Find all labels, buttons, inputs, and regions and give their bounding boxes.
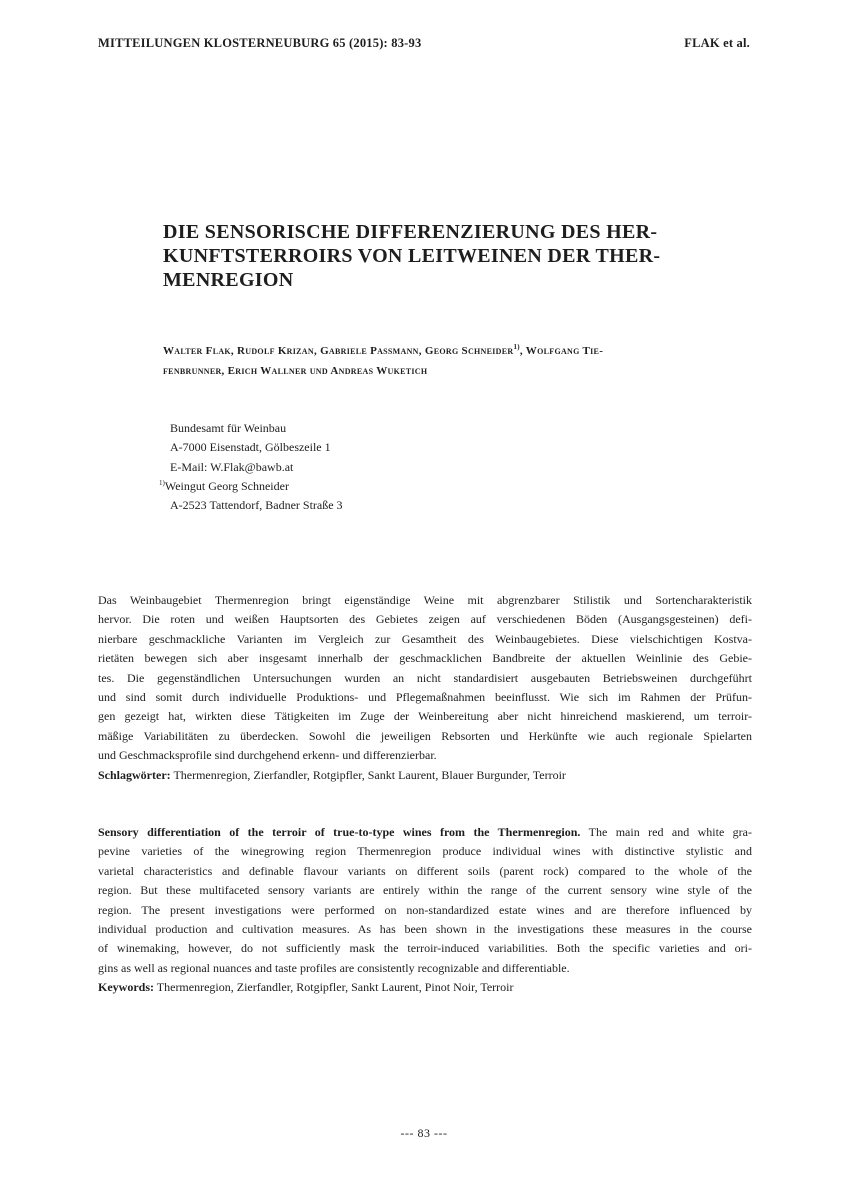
title-line: DIE SENSORISCHE DIFFERENZIERUNG DES HER- [163,221,658,243]
author-line: fenbrunner, Erich Wallner und Andreas Wuketich [163,365,428,377]
keywords-list: Thermenregion, Zierfandler, Rotgipfler, Sankt Laurent, Blauer Burgunder, Terroir [170,767,566,782]
abstract-line: region. The present investigations were performed on non-standardized estate wines and are therefore influenced by [98,902,752,917]
author-list [163,341,763,381]
abstract-line: hervor. Die roten und weißen Hauptsorten des Gebietes zeigen auf verschiedenen Böden (Ausgangsgesteinen) defi- [98,612,752,627]
page-number: --- 83 --- [400,1126,448,1140]
abstract-line: varietal characteristics and definable flavour variants on different soils (parent rock) compared to the whole of the [98,863,752,878]
affiliation-email: E-Mail: W.Flak@bawb.at [170,459,294,474]
abstract-line: individual production and cultivation measures. As has been shown in the investigations these measures in the course [98,922,752,937]
keywords-german [98,766,752,785]
affiliation-line [159,477,479,496]
abstract-line: nierbare geschmackliche Varianten im Vergleich zur Gesamtheit des Weinbaugebietes. Diese vielschichtigen Kostva- [98,631,752,646]
abstract-english-title: Sensory differentiation of the terroir of true-to-type wines from the Thermenregion. [98,825,581,839]
journal-citation: MITTEILUNGEN KLOSTERNEUBURG 65 (2015): 83-93 [98,36,422,50]
keywords-list: Thermenregion, Zierfandler, Rotgipfler, Sankt Laurent, Pinot Noir, Terroir [154,980,514,995]
abstract-line: und Geschmacksprofile sind durchgehend erkenn- und differenzierbar. [98,748,437,763]
abstract-line: region. But these multifaceted sensory variants are entirely within the range of the current sensory wine style of the [98,883,752,898]
abstract-line: gen gezeigt hat, wirkten diese Tätigkeiten im Zuge der Weinbereitung aber nicht hinreichend maskierend, um terroir- [98,709,752,724]
keywords-label: Schlagwörter: [98,767,171,782]
abstract-line: Das Weinbaugebiet Thermenregion bringt eigenständige Weine mit abgrenzbarer Stilistik und Sortencharakteristik [98,593,752,607]
abstract-text: The main red and white gra- [580,825,752,839]
abstract-line: pevine varieties of the winegrowing region Thermenregion produce individual wines with distinctive stylistic and [98,844,752,859]
author-names: , Wolfgang Tie- [519,345,604,357]
abstract-line: of winemaking, however, do not sufficiently mask the terroir-induced variabilities. Both the specific varieties and ori- [98,941,752,956]
affiliation-line: A-2523 Tattendorf, Badner Straße 3 [170,498,343,513]
authors-short: FLAK et al. [684,36,750,50]
affiliation-marker: 1) [159,478,165,487]
abstract-german [98,591,752,785]
affiliation-marker: 1) [513,343,520,351]
affiliation-line: Bundesamt für Weinbau [170,421,287,435]
abstract-english [98,823,752,998]
article-title [163,220,763,292]
abstract-line: mäßige Variabilitäten zu überdecken. Sowohl die jeweiligen Rebsorten und Herkünfte wie auch regionale Spielarten [98,728,752,743]
abstract-line: und sind somit durch individuelle Produktions- und Pflegemaßnahmen beeinflusst. Wie sich im Rahmen der Prüfun- [98,690,752,705]
author-names: Walter Flak, Rudolf Krizan, Gabriele Passmann, Georg Schneider [163,345,514,357]
abstract-line: gins as well as regional nuances and taste profiles are consistently recognizable and differentiable. [98,960,570,975]
abstract-line [98,823,752,842]
keywords-label: Keywords: [98,980,154,995]
keywords-english [98,978,752,997]
running-header [98,36,750,52]
abstract-line: rietäten bewegen sich aber insgesamt innerhalb der geschmacklichen Bandbreite der aktuellen Weinlinie des Gebie- [98,651,752,666]
affiliation-block [159,419,479,515]
affiliation-name: Weingut Georg Schneider [164,478,289,493]
title-line: KUNFTSTERROIRS VON LEITWEINEN DER THER- [163,245,661,267]
affiliation-line: A-7000 Eisenstadt, Gölbeszeile 1 [170,440,331,455]
author-line [163,341,763,361]
abstract-line: tes. Die gegenständlichen Untersuchungen wurden an nicht standardisiert ausgebauten Betriebsweinen durchgeführt [98,670,752,685]
title-line: MENREGION [163,269,294,291]
